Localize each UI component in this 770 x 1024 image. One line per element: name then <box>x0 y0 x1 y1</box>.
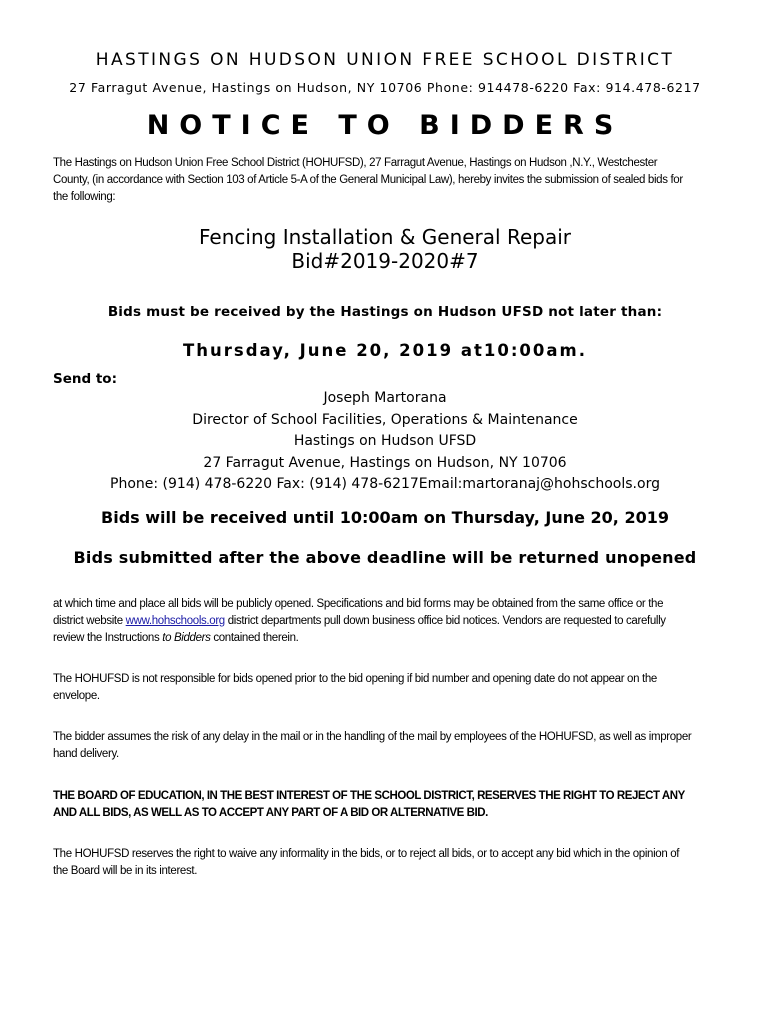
received-note: Bids will be received until 10:00am on Thursday, June 20, 2019 <box>101 508 669 527</box>
responsibility-paragraph: The HOHUFSD is not responsible for bids opened prior to the bid opening if bid number and opening date do not appear on the envelope. <box>53 673 657 702</box>
contact-block <box>0 388 770 496</box>
bid-number: Bid#2019-2020#7 <box>291 249 479 273</box>
contact-name: Joseph Martorana <box>323 390 447 406</box>
deadline-lead: Bids must be received by the Hastings on Hudson UFSD not later than: <box>107 304 663 320</box>
contact-phone-fax-email: Phone: (914) 478-6220 Fax: (914) 478-6217Email:martoranaj@hohschools.org <box>110 476 660 492</box>
deadline-date: Thursday, June 20, 2019 at10:00am. <box>183 341 587 360</box>
notice-title: NOTICE TO BIDDERS <box>146 110 624 141</box>
instructions-italic: to Bidders <box>162 632 211 644</box>
submitted-note: Bids submitted after the above deadline will be returned unopened <box>73 548 697 567</box>
send-to-label: Send to: <box>53 371 117 387</box>
website-link[interactable]: www.hohschools.org <box>125 615 225 627</box>
opening-text-middle: district departments pull down business office bid notices. Vendors are requested to carefully review the Instructions <box>53 615 666 644</box>
opening-text-start: at which time and place all bids will be publicly opened. Specifications and bid forms may be obtained from the same office or the district website <box>53 598 664 627</box>
intro-paragraph: The Hastings on Hudson Union Free School District (HOHUFSD), 27 Farragut Avenue, Hastings on Hudson ,N.Y., Westchester County, (in accordance with Section 103 of Article 5-A of the General Municipal Law), hereby invites the submission of sealed bids for the following: <box>53 157 683 203</box>
district-name: HASTINGS ON HUDSON UNION FREE SCHOOL DISTRICT <box>95 50 675 70</box>
waive-paragraph: The HOHUFSD reserves the right to waive any informality in the bids, or to reject all bids, or to accept any bid which in the opinion of the Board will be in its interest. <box>53 848 680 877</box>
district-address: 27 Farragut Avenue, Hastings on Hudson, NY 10706 Phone: 914478-6220 Fax: 914.478-6217 <box>69 80 701 95</box>
opening-text-end: contained therein. <box>210 632 299 644</box>
contact-address: 27 Farragut Avenue, Hastings on Hudson, NY 10706 <box>203 454 567 471</box>
bid-title: Fencing Installation & General Repair <box>199 225 571 249</box>
board-paragraph: THE BOARD OF EDUCATION, IN THE BEST INTEREST OF THE SCHOOL DISTRICT, RESERVES THE RIGHT TO REJECT ANY AND ALL BIDS, AS WELL AS TO ACCEPT ANY PART OF A BID OR ALTERNATIVE BID. <box>53 790 685 819</box>
risk-paragraph: The bidder assumes the risk of any delay in the mail or in the handling of the mail by employees of the HOHUFSD, as well as improper hand delivery. <box>53 731 692 760</box>
contact-position: Director of School Facilities, Operations & Maintenance <box>192 411 578 428</box>
bid-heading <box>0 225 770 273</box>
contact-org: Hastings on Hudson UFSD <box>293 433 477 449</box>
opening-paragraph <box>53 596 693 647</box>
